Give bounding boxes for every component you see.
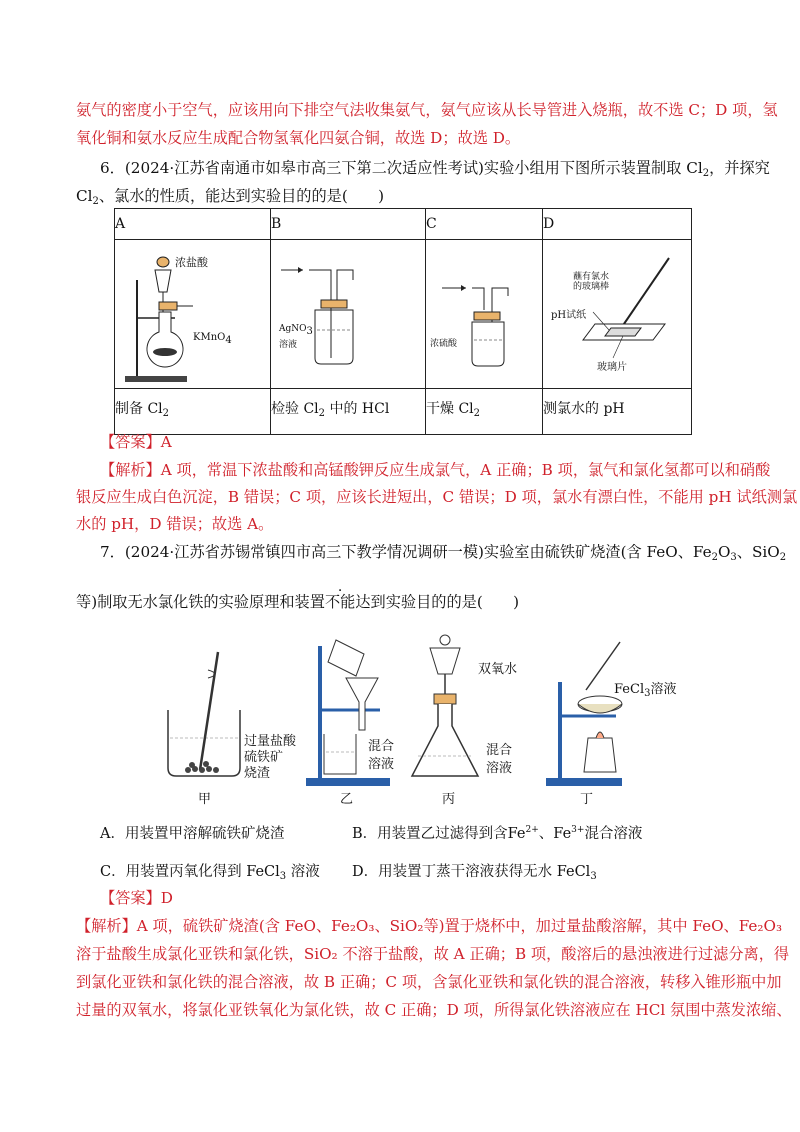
q7-explanation-line-1: 【解析】A 项，硫铁矿烧渣(含 FeO、Fe₂O₃、SiO₂等)置于烧杯中，加过量盐酸溶解，其中 FeO、Fe₂O₃ <box>76 917 783 935</box>
q6-b-reagent-label: AgNO$_3$ 溶液 <box>279 324 313 350</box>
q6-stem-line-1: 6．(2024·江苏省南通市如皋市高三下第二次适应性考试)实验小组用下图所示装置制取 $Cl_2$，并探究 <box>100 159 770 179</box>
q6-explanation-line-3: 水的 pH，D 错误；故选 A。 <box>76 515 274 533</box>
q7-choice-c: C．用装置丙氧化得到 FeCl$_3$ 溶液 <box>100 864 320 882</box>
q6-header-a: A <box>115 209 271 240</box>
q6-apparatus-d <box>543 240 692 389</box>
q7-name-jia: 甲 <box>198 792 212 807</box>
q7-stem-line-1: 7．(2024·江苏省苏锡常镇四市高三下教学情况调研一模)实验室由硫铁矿烧渣(含 FeO、$Fe_2O_3$、SiO$_2$ <box>100 543 787 563</box>
q7-choice-b: B．用装置乙过滤得到含$Fe^{2+}$、$Fe^{3+}$混合溶液 <box>352 825 643 842</box>
prev-explanation-line-2: 氧化铜和氨水反应生成配合物氢氧化四氨合铜，故选 D；故选 D。 <box>76 129 521 147</box>
q6-options-table <box>114 208 692 435</box>
q6-d-paper-label: pH试纸 <box>551 310 587 321</box>
q7-explanation-line-4: 过量的双氧水，将氯化亚铁氧化为氯化铁，故 C 正确；D 项，所得氯化铁溶液应在 HCl 氛围中蒸发浓缩、 <box>76 1001 792 1019</box>
q7-choice-a: A．用装置甲溶解硫铁矿烧渣 <box>100 826 285 842</box>
q6-a-acid-label: 浓盐酸 <box>175 256 208 269</box>
q6-apparatus-c <box>426 240 543 389</box>
drying-bottle-icon <box>426 240 542 388</box>
q7-bing-labels: 混合 溶液 <box>486 743 513 776</box>
q6-header-c: C <box>426 209 543 240</box>
q7-stem-line-2: 等)制取无水氯化铁的实验原理和装置不能达到实验目的的是( ) <box>76 593 520 611</box>
conical-flask-icon <box>412 635 478 776</box>
q7-yi-labels: 混合 溶液 <box>368 739 395 772</box>
q7-explanation-line-3: 到氯化亚铁和氯化铁的混合溶液，故 B 正确；C 项，含氯化亚铁和氯化铁的混合溶液，转移入锥形瓶中加 <box>76 973 782 991</box>
q6-explanation-line-1: 【解析】A 项，常温下浓盐酸和高锰酸钾反应生成氯气，A 正确；B 项，氯气和氯化氢都可以和硝酸 <box>100 461 771 479</box>
beaker-icon <box>168 652 240 776</box>
q7-bing-top-label: 双氧水 <box>478 662 518 677</box>
evaporating-dish-icon <box>546 642 622 786</box>
q6-explanation-line-2: 银反应生成白色沉淀，B 错误；C 项，应该长进短出，C 错误；D 项，氯水有漂白性，不能用 pH 试纸测氯 <box>76 488 798 506</box>
q6-caption-d: 测氯水的 pH <box>543 389 692 435</box>
q6-stem-line-2: $Cl_2$、氯水的性质，能达到实验目的的是( ) <box>76 187 385 207</box>
gas-wash-bottle-icon <box>271 240 425 388</box>
q7-ding-label: FeCl$_3$溶液 <box>614 682 677 699</box>
q7-answer: 【答案】D <box>100 889 173 907</box>
q6-apparatus-a <box>115 240 271 389</box>
q6-header-d: D <box>543 209 692 240</box>
q7-name-ding: 丁 <box>580 792 594 807</box>
q7-jia-labels: 过量盐酸 硫铁矿 烧渣 <box>244 734 297 781</box>
q6-c-reagent-label: 浓硫酸 <box>430 339 458 349</box>
q7-apparatus-figure <box>160 630 720 810</box>
q6-caption-c: 干燥 $Cl_2$ <box>426 389 543 435</box>
q6-header-b: B <box>271 209 426 240</box>
q6-answer: 【答案】A <box>100 433 172 451</box>
q6-caption-a: 制备 $Cl_2$ <box>115 389 271 435</box>
emphasis-dots: 不能 <box>324 593 356 611</box>
q6-d-glass-label: 玻璃片 <box>597 362 627 373</box>
q7-choice-d: D．用装置丁蒸干溶液获得无水 FeCl$_3$ <box>352 864 597 882</box>
prev-explanation-line-1: 氨气的密度小于空气，应该用向下排空气法收集氨气，氨气应该从长导管进入烧瓶，故不选 C；D 项，氢 <box>76 101 778 119</box>
q6-apparatus-b <box>271 240 426 389</box>
q6-d-rod-label: 蘸有氯水 的玻璃棒 <box>573 272 610 292</box>
q7-name-bing: 丙 <box>442 792 456 807</box>
q7-name-yi: 乙 <box>340 792 354 807</box>
q7-apparatus-drawing <box>160 630 720 810</box>
q7-explanation-line-2: 溶于盐酸生成氯化亚铁和氯化铁，SiO₂ 不溶于盐酸，故 A 正确；B 项，酸溶后的悬浊液进行过滤分离，得 <box>76 945 790 963</box>
q6-caption-b: 检验 $Cl_2$ 中的 HCl <box>271 389 426 435</box>
q6-a-kmno4-label: KMnO$_4$ <box>193 332 232 346</box>
